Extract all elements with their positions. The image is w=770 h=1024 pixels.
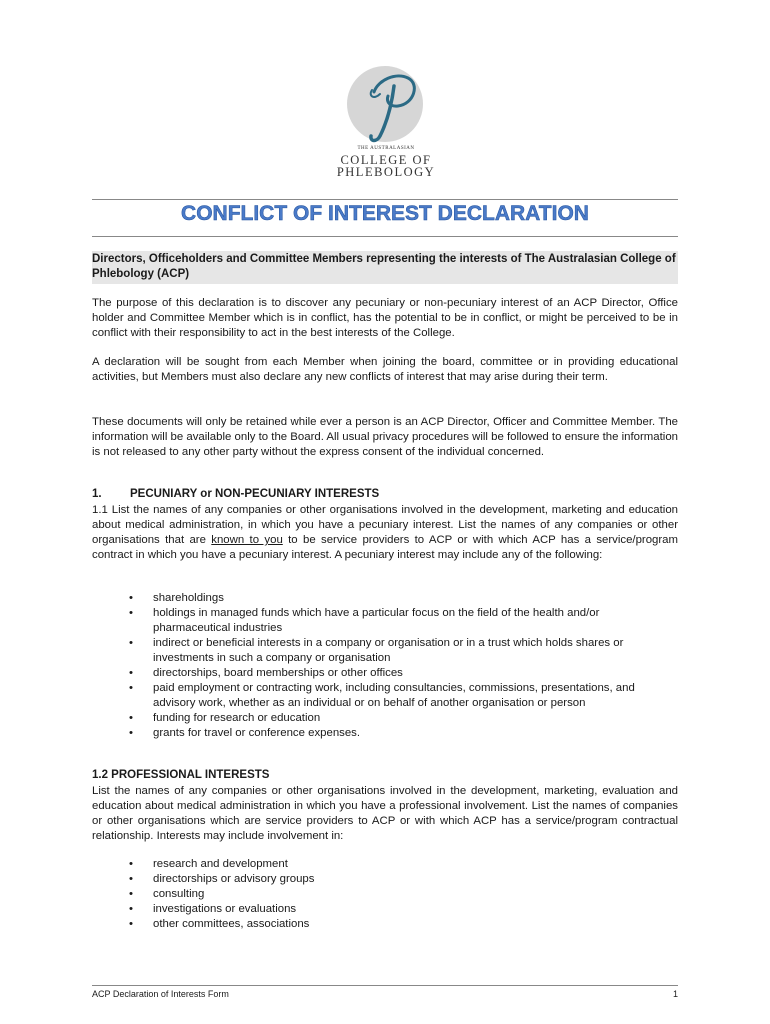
footer-rule <box>92 985 678 986</box>
logo-small-text: THE AUSTRALASIAN <box>357 146 415 151</box>
subheading-box: Directors, Officeholders and Committee Members representing the interests of The Australasian College of Phlebology (ACP) <box>92 251 678 284</box>
list-item: • other committees, associations <box>92 917 678 932</box>
list-item: • investigations or evaluations <box>92 902 678 917</box>
intro-paragraph-3: These documents will only be retained while ever a person is an ACP Director, Officer and Committee Member. The information will be available only to the Board. All usual privacy procedures will be followed to ensure the information is not released to any other party without the express consent of the individual concerned. <box>92 416 678 458</box>
section-1-bullet-list <box>92 591 678 741</box>
section-1-number: 1. <box>92 488 102 500</box>
section-2-text: List the names of any companies or other organisations involved in the development, marketing, evaluation and education about medical administration in which you have a professional involvement. List the names of companies or other organisations which are service providers to ACP or with which ACP has a service/program contractual relationship. Interests may include involvement in: <box>92 785 678 842</box>
list-item: • paid employment or contracting work, including consultancies, commissions, presentations, and advisory work, whether as an individual or on behalf of another organisation or person <box>92 681 678 711</box>
section-1-title: PECUNIARY or NON-PECUNIARY INTERESTS <box>130 488 380 500</box>
list-item: • research and development <box>92 857 678 872</box>
intro-paragraph-1: The purpose of this declaration is to discover any pecuniary or non-pecuniary interest of an ACP Director, Office holder and Committee Member which is in conflict, has the potential to be in conflict, or might be perceived to be in conflict with their responsibility to act in the best interests of the College. <box>92 297 678 339</box>
footer-page-number: 1 <box>672 989 678 999</box>
title-bottom-rule <box>92 236 678 237</box>
list-item: • directorships, board memberships or other offices <box>92 666 678 681</box>
intro-paragraph-2: A declaration will be sought from each Member when joining the board, committee or in providing educational activities, but Members must also declare any new conflicts of interest that may arise during their term. <box>92 356 678 383</box>
document-title: CONFLICT OF INTEREST DECLARATION <box>181 202 589 225</box>
list-item: • indirect or beneficial interests in a company or organisation or in a trust which holds shares or investments in such a company or organisation <box>92 636 678 666</box>
list-item: • shareholdings <box>92 591 678 606</box>
logo-name-line2: PHLEBOLOGY <box>336 165 436 179</box>
logo-p-monogram-icon <box>344 62 434 152</box>
logo-name-line1: COLLEGE OF <box>340 153 432 167</box>
title-top-rule <box>92 199 678 200</box>
list-item: • consulting <box>92 887 678 902</box>
list-item: • grants for travel or conference expenses. <box>92 726 678 741</box>
list-item: • holdings in managed funds which have a particular focus on the field of the health and/or pharmaceutical industries <box>92 606 678 636</box>
section-1-text-part2: to be service providers to ACP or with which ACP has a service/program contract in which you have a pecuniary interest. A pecuniary interest may include any of the following: <box>92 534 678 561</box>
logo-name <box>330 154 442 178</box>
section-2-bullet-list <box>92 857 678 932</box>
section-2-heading: 1.2 PROFESSIONAL INTERESTS <box>92 769 270 781</box>
list-item: • funding for research or education <box>92 711 678 726</box>
section-1-text-part1: 1.1 List the names of any companies or other organisations involved in the development, marketing and education about medical administration, in which you have a pecuniary interest. List the names of any companies or other organisations that are <box>92 504 678 546</box>
section-1-text <box>92 503 678 563</box>
list-item: • directorships or advisory groups <box>92 872 678 887</box>
college-logo <box>330 66 442 184</box>
section-1-heading <box>92 488 379 500</box>
footer-form-name: ACP Declaration of Interests Form <box>92 989 229 999</box>
section-1-underlined: known to you <box>211 534 283 546</box>
